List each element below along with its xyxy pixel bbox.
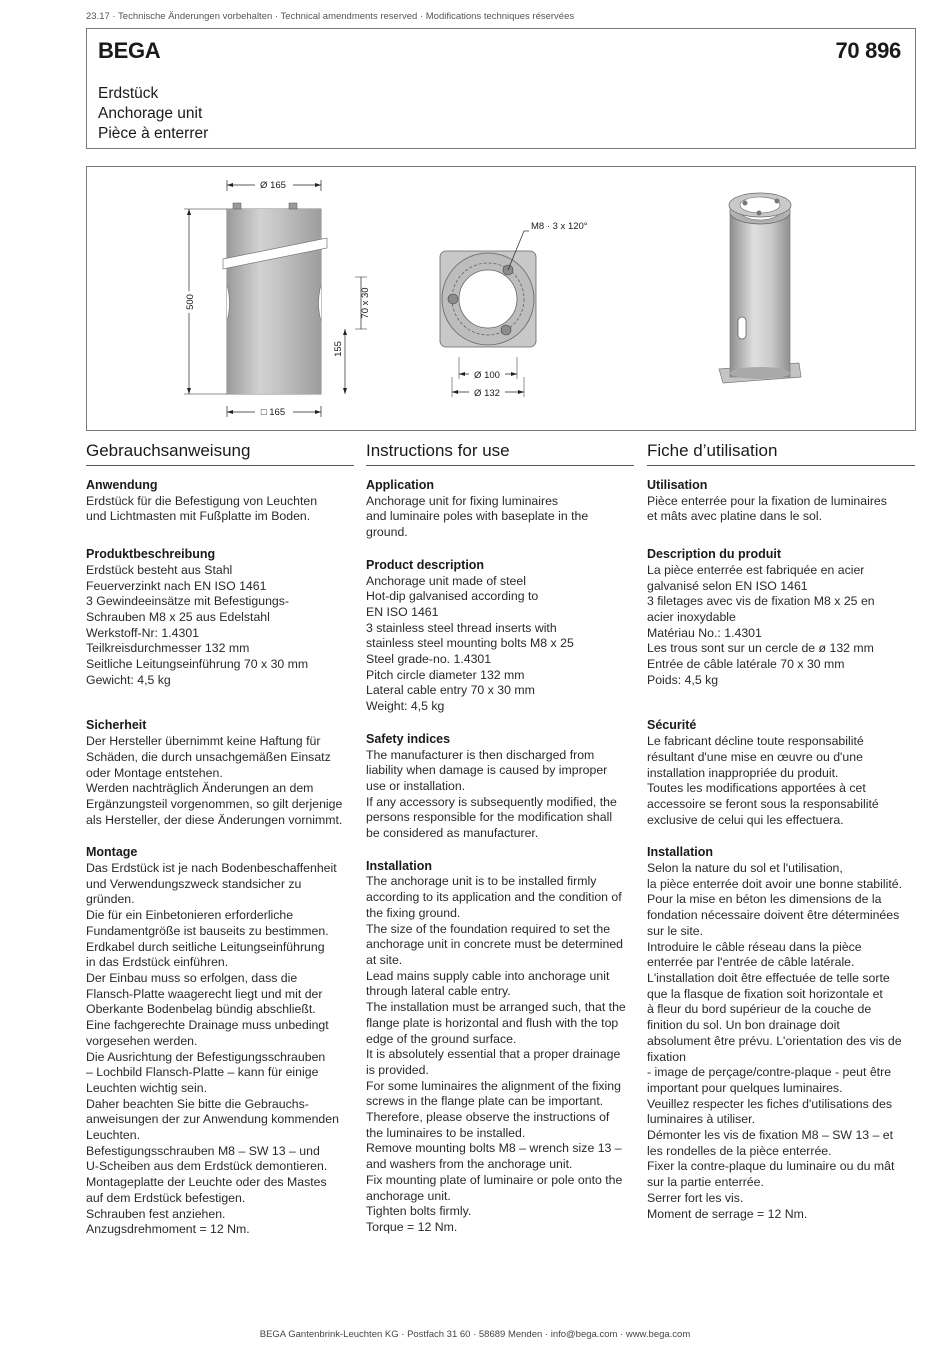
text-line: anchorage unit. [366, 1188, 451, 1203]
dim-cable-entry: 70 x 30 [360, 287, 371, 319]
text-line: Schrauben fest anziehen. [86, 1206, 226, 1221]
text-line: les rondelles de la pièce enterrée. [647, 1143, 832, 1158]
text-line: exclusive de celui qui les effectuera. [647, 812, 844, 827]
text-line: als Hersteller, der diese Änderungen vornimmt. [86, 812, 343, 827]
text-line: The size of the foundation required to set the [366, 921, 611, 936]
section-title: Montage [86, 845, 138, 860]
text-line: Anchorage unit for fixing luminaires [366, 493, 559, 508]
text-line: Introduire le câble réseau dans la pièce [647, 939, 862, 954]
section-title: Product description [366, 557, 485, 572]
text-line: Erdstück für die Befestigung von Leuchten [86, 493, 318, 508]
brand-name: BEGA [98, 38, 161, 63]
text-line: important pour quelques luminaires. [647, 1080, 843, 1095]
text-line: Anchorage unit made of steel [366, 573, 526, 588]
text-line: Gewicht: 4,5 kg [86, 672, 171, 687]
text-line: finition du sol. Un bon drainage doit [647, 1018, 840, 1033]
text-line: à fleur du bord supérieur de la couche de [647, 1002, 872, 1017]
column-heading: Gebrauchsanweisung [86, 440, 354, 466]
section-application [366, 478, 634, 541]
text-line: Die für ein Einbetonieren erforderliche [86, 908, 294, 923]
text-line: anweisungen der zur Anwendung kommenden [86, 1112, 339, 1127]
text-line: Leuchten. [86, 1128, 141, 1143]
text-line: ground. [366, 525, 408, 540]
text-line: Therefore, please observe the instructions of [366, 1110, 610, 1125]
section-description-produit [647, 547, 915, 688]
text-line: Werkstoff-Nr: 1.4301 [86, 625, 199, 640]
text-line: EN ISO 1461 [366, 604, 439, 619]
text-line: Der Hersteller übernimmt keine Haftung für [86, 734, 321, 749]
section-produktbeschreibung [86, 547, 354, 688]
text-line: Weight: 4,5 kg [366, 699, 445, 714]
text-line: The manufacturer is then discharged from [366, 747, 595, 762]
perspective-view [719, 193, 801, 383]
text-line: Hot-dip galvanised according to [366, 589, 539, 604]
text-line: Schrauben M8 x 25 aus Edelstahl [86, 609, 270, 624]
text-line: Leuchten wichtig sein. [86, 1080, 207, 1095]
section-title: Safety indices [366, 731, 451, 746]
text-line: is provided. [366, 1062, 429, 1077]
section-montage [86, 845, 354, 1238]
text-line: Tighten bolts firmly. [366, 1204, 472, 1219]
text-line: the luminaires to be installed. [366, 1125, 526, 1140]
text-line: la pièce enterrée doit avoir une bonne stabilité. [647, 876, 902, 891]
column-heading: Fiche d’utilisation [647, 440, 915, 466]
text-line: accessoire se feront sous la responsabilité [647, 796, 879, 811]
text-line: - image de perçage/contre-plaque - peut être [647, 1065, 892, 1080]
section-safety-indices [366, 732, 634, 842]
section-title: Sécurité [647, 718, 697, 733]
section-anwendung [86, 478, 354, 525]
text-line: L'installation doit être effectuée de telle sorte [647, 970, 890, 985]
text-line: Seitliche Leitungseinführung 70 x 30 mm [86, 657, 309, 672]
text-line: Pour la mise en béton les dimensions de la [647, 892, 882, 907]
section-utilisation [647, 478, 915, 525]
text-line: Oberkante Bodenbelag bündig abschließt. [86, 1002, 316, 1017]
text-line: Teilkreisdurchmesser 132 mm [86, 641, 250, 656]
text-line: The anchorage unit is to be installed firmly [366, 874, 597, 889]
text-line: Steel grade-no. 1.4301 [366, 652, 492, 667]
dim-diameter-top: Ø 165 [260, 180, 286, 191]
section-title: Description du produit [647, 547, 782, 562]
text-line: Fixer la contre-plaque du luminaire ou du mât [647, 1159, 895, 1174]
section-installation [366, 859, 634, 1236]
text-line: 3 filetages avec vis de fixation M8 x 25 en [647, 594, 875, 609]
text-line: persons responsible for the modification shall [366, 810, 613, 825]
text-line: in das Erdstück einführen. [86, 955, 229, 970]
section-title: Installation [366, 858, 432, 873]
text-line: anchorage unit in concrete must be determined [366, 937, 624, 952]
text-line: Befestigungsschrauben M8 – SW 13 – und [86, 1143, 320, 1158]
text-line: Torque = 12 Nm. [366, 1219, 458, 1234]
text-line: Remove mounting bolts M8 – wrench size 13 – [366, 1141, 622, 1156]
text-line: Moment de serrage = 12 Nm. [647, 1206, 808, 1221]
text-line: Eine fachgerechte Drainage muss unbedingt [86, 1018, 329, 1033]
text-line: Das Erdstück ist je nach Bodenbeschaffenheit [86, 861, 337, 876]
text-line: Die Ausrichtung der Befestigungsschrauben [86, 1049, 326, 1064]
header-box [86, 28, 916, 149]
dim-height: 500 [185, 294, 196, 310]
text-line: and washers from the anchorage unit. [366, 1157, 573, 1172]
text-line: Fix mounting plate of luminaire or pole onto the [366, 1172, 623, 1187]
text-line: Lead mains supply cable into anchorage unit [366, 968, 610, 983]
drawing-svg [87, 167, 917, 432]
text-line: galvanisé selon EN ISO 1461 [647, 578, 808, 593]
section-title: Anwendung [86, 478, 158, 492]
text-line: For some luminaires the alignment of the fixing [366, 1078, 621, 1093]
text-line: Lateral cable entry 70 x 30 mm [366, 683, 535, 698]
text-line: stainless steel mounting bolts M8 x 25 [366, 636, 574, 651]
footer-address: BEGA Gantenbrink-Leuchten KG · Postfach 31 60 · 58689 Menden · info@bega.com · www.bega.com [259, 1329, 691, 1340]
text-line: 3 Gewindeeinsätze mit Befestigungs- [86, 594, 290, 609]
column-en [366, 440, 634, 1253]
text-line: fondation nécessaire doivent être déterminées [647, 908, 900, 923]
technical-drawing [86, 166, 916, 431]
text-line: Entrée de câble latérale 70 x 30 mm [647, 657, 845, 672]
text-line: according to its application and the condition of [366, 890, 622, 905]
text-line: Toutes les modifications apportées à cet [647, 781, 866, 796]
column-fr [647, 440, 915, 1239]
column-heading: Instructions for use [366, 440, 634, 466]
text-line: – Lochbild Flansch-Platte – kann für einige [86, 1065, 319, 1080]
text-line: fixation [647, 1049, 686, 1064]
text-line: résultant d'une mise en œuvre ou d'une [647, 749, 863, 764]
dim-pitch: Ø 132 [474, 388, 500, 399]
text-line: If any accessory is subsequently modified, the [366, 794, 617, 809]
article-number: 70 896 [835, 38, 901, 63]
dim-cable-height: 155 [333, 341, 344, 357]
text-line: gründen. [86, 892, 135, 907]
text-line: liability when damage is caused by improper [366, 763, 608, 778]
text-line: the fixing ground. [366, 905, 461, 920]
text-line: Feuerverzinkt nach EN ISO 1461 [86, 578, 267, 593]
section-sicherheit [86, 718, 354, 828]
text-line: enterrée par l'entrée de câble latérale. [647, 955, 855, 970]
text-line: Der Einbau muss so erfolgen, dass die [86, 970, 298, 985]
section-title: Sicherheit [86, 718, 147, 733]
text-line: It is absolutely essential that a proper drainage [366, 1047, 621, 1062]
text-line: und Lichtmasten mit Fußplatte im Boden. [86, 509, 311, 524]
text-line: use or installation. [366, 778, 466, 793]
amendments-notice: 23.17 · Technische Änderungen vorbehalten · Technical amendments reserved · Modifications techniques réservées [86, 11, 575, 22]
section-title: Utilisation [647, 478, 708, 492]
text-line: Serrer fort les vis. [647, 1190, 744, 1205]
text-line: Poids: 4,5 kg [647, 672, 719, 687]
text-line: Werden nachträglich Änderungen an dem [86, 781, 314, 796]
text-line: sur la partie enterrée. [647, 1175, 764, 1190]
text-line: at site. [366, 952, 403, 967]
section-title: Application [366, 478, 435, 492]
text-line: Pitch circle diameter 132 mm [366, 667, 525, 682]
text-line: auf dem Erdstück befestigen. [86, 1190, 246, 1205]
text-line: Fundamentgröße ist bauseits zu bestimmen. [86, 923, 329, 938]
text-line: 3 stainless steel thread inserts with [366, 620, 557, 635]
text-line: vorgesehen werden. [86, 1033, 198, 1048]
column-de [86, 440, 354, 1255]
text-line: luminaires à utiliser. [647, 1112, 755, 1127]
text-line: absolument être prévu. L'orientation des vis de [647, 1033, 902, 1048]
title-de: Erdstück [98, 85, 159, 102]
text-line: Schäden, die durch unsachgemäßen Einsatz [86, 749, 331, 764]
text-line: Anzugsdrehmoment = 12 Nm. [86, 1222, 250, 1237]
text-line: screws in the flange plate can be important. [366, 1094, 604, 1109]
text-line: Matériau No.: 1.4301 [647, 625, 762, 640]
product-titles [98, 84, 208, 144]
text-line: Le fabricant décline toute responsabilité [647, 734, 864, 749]
dim-bolts: M8 · 3 x 120° [531, 221, 588, 232]
section-title: Installation [647, 845, 713, 860]
text-line: Pièce enterrée pour la fixation de luminaires [647, 493, 887, 508]
text-line: La pièce enterrée est fabriquée en acier [647, 562, 865, 577]
text-line: flange plate is horizontal and flush with the top [366, 1015, 619, 1030]
text-line: edge of the ground surface. [366, 1031, 517, 1046]
text-line: Flansch-Platte waagerecht liegt und mit der [86, 986, 323, 1001]
text-line: Selon la nature du sol et l'utilisation, [647, 861, 843, 876]
text-line: acier inoxydable [647, 609, 736, 624]
text-line: Ergänzungsteil vorgenommen, so gilt derjenige [86, 796, 343, 811]
text-line: Veuillez respecter les fiches d'utilisations des [647, 1096, 892, 1111]
text-line: The installation must be arranged such, that the [366, 1000, 626, 1015]
text-line: Les trous sont sur un cercle de ø 132 mm [647, 641, 874, 656]
dim-inner: Ø 100 [474, 370, 500, 381]
text-line: und Verwendungszweck standsicher zu [86, 876, 302, 891]
top-view [440, 221, 588, 399]
text-line: que la flasque de fixation soit horizontale et [647, 986, 883, 1001]
section-title: Produktbeschreibung [86, 547, 216, 562]
section-product-description [366, 558, 634, 715]
text-line: et mâts avec platine dans le sol. [647, 509, 822, 524]
text-line: U-Scheiben aus dem Erdstück demontieren. [86, 1159, 328, 1174]
text-line: and luminaire poles with baseplate in the [366, 509, 589, 524]
side-view [182, 178, 371, 418]
section-securite [647, 718, 915, 828]
section-installation-fr [647, 845, 915, 1222]
text-line: be considered as manufacturer. [366, 826, 539, 841]
title-fr: Pièce à enterrer [98, 125, 209, 142]
dim-square-base: □ 165 [260, 407, 286, 418]
text-line: Daher beachten Sie bitte die Gebrauchs- [86, 1096, 309, 1111]
text-line: oder Montage entstehen. [86, 765, 223, 780]
title-en: Anchorage unit [98, 105, 203, 122]
text-line: Montageplatte der Leuchte oder des Mastes [86, 1175, 327, 1190]
text-line: Démonter les vis de fixation M8 – SW 13 – et [647, 1128, 894, 1143]
text-line: Erdstück besteht aus Stahl [86, 562, 233, 577]
text-line: Erdkabel durch seitliche Leitungseinführung [86, 939, 325, 954]
text-line: installation inappropriée du produit. [647, 765, 839, 780]
text-line: sur le site. [647, 923, 704, 938]
text-line: through lateral cable entry. [366, 984, 511, 999]
